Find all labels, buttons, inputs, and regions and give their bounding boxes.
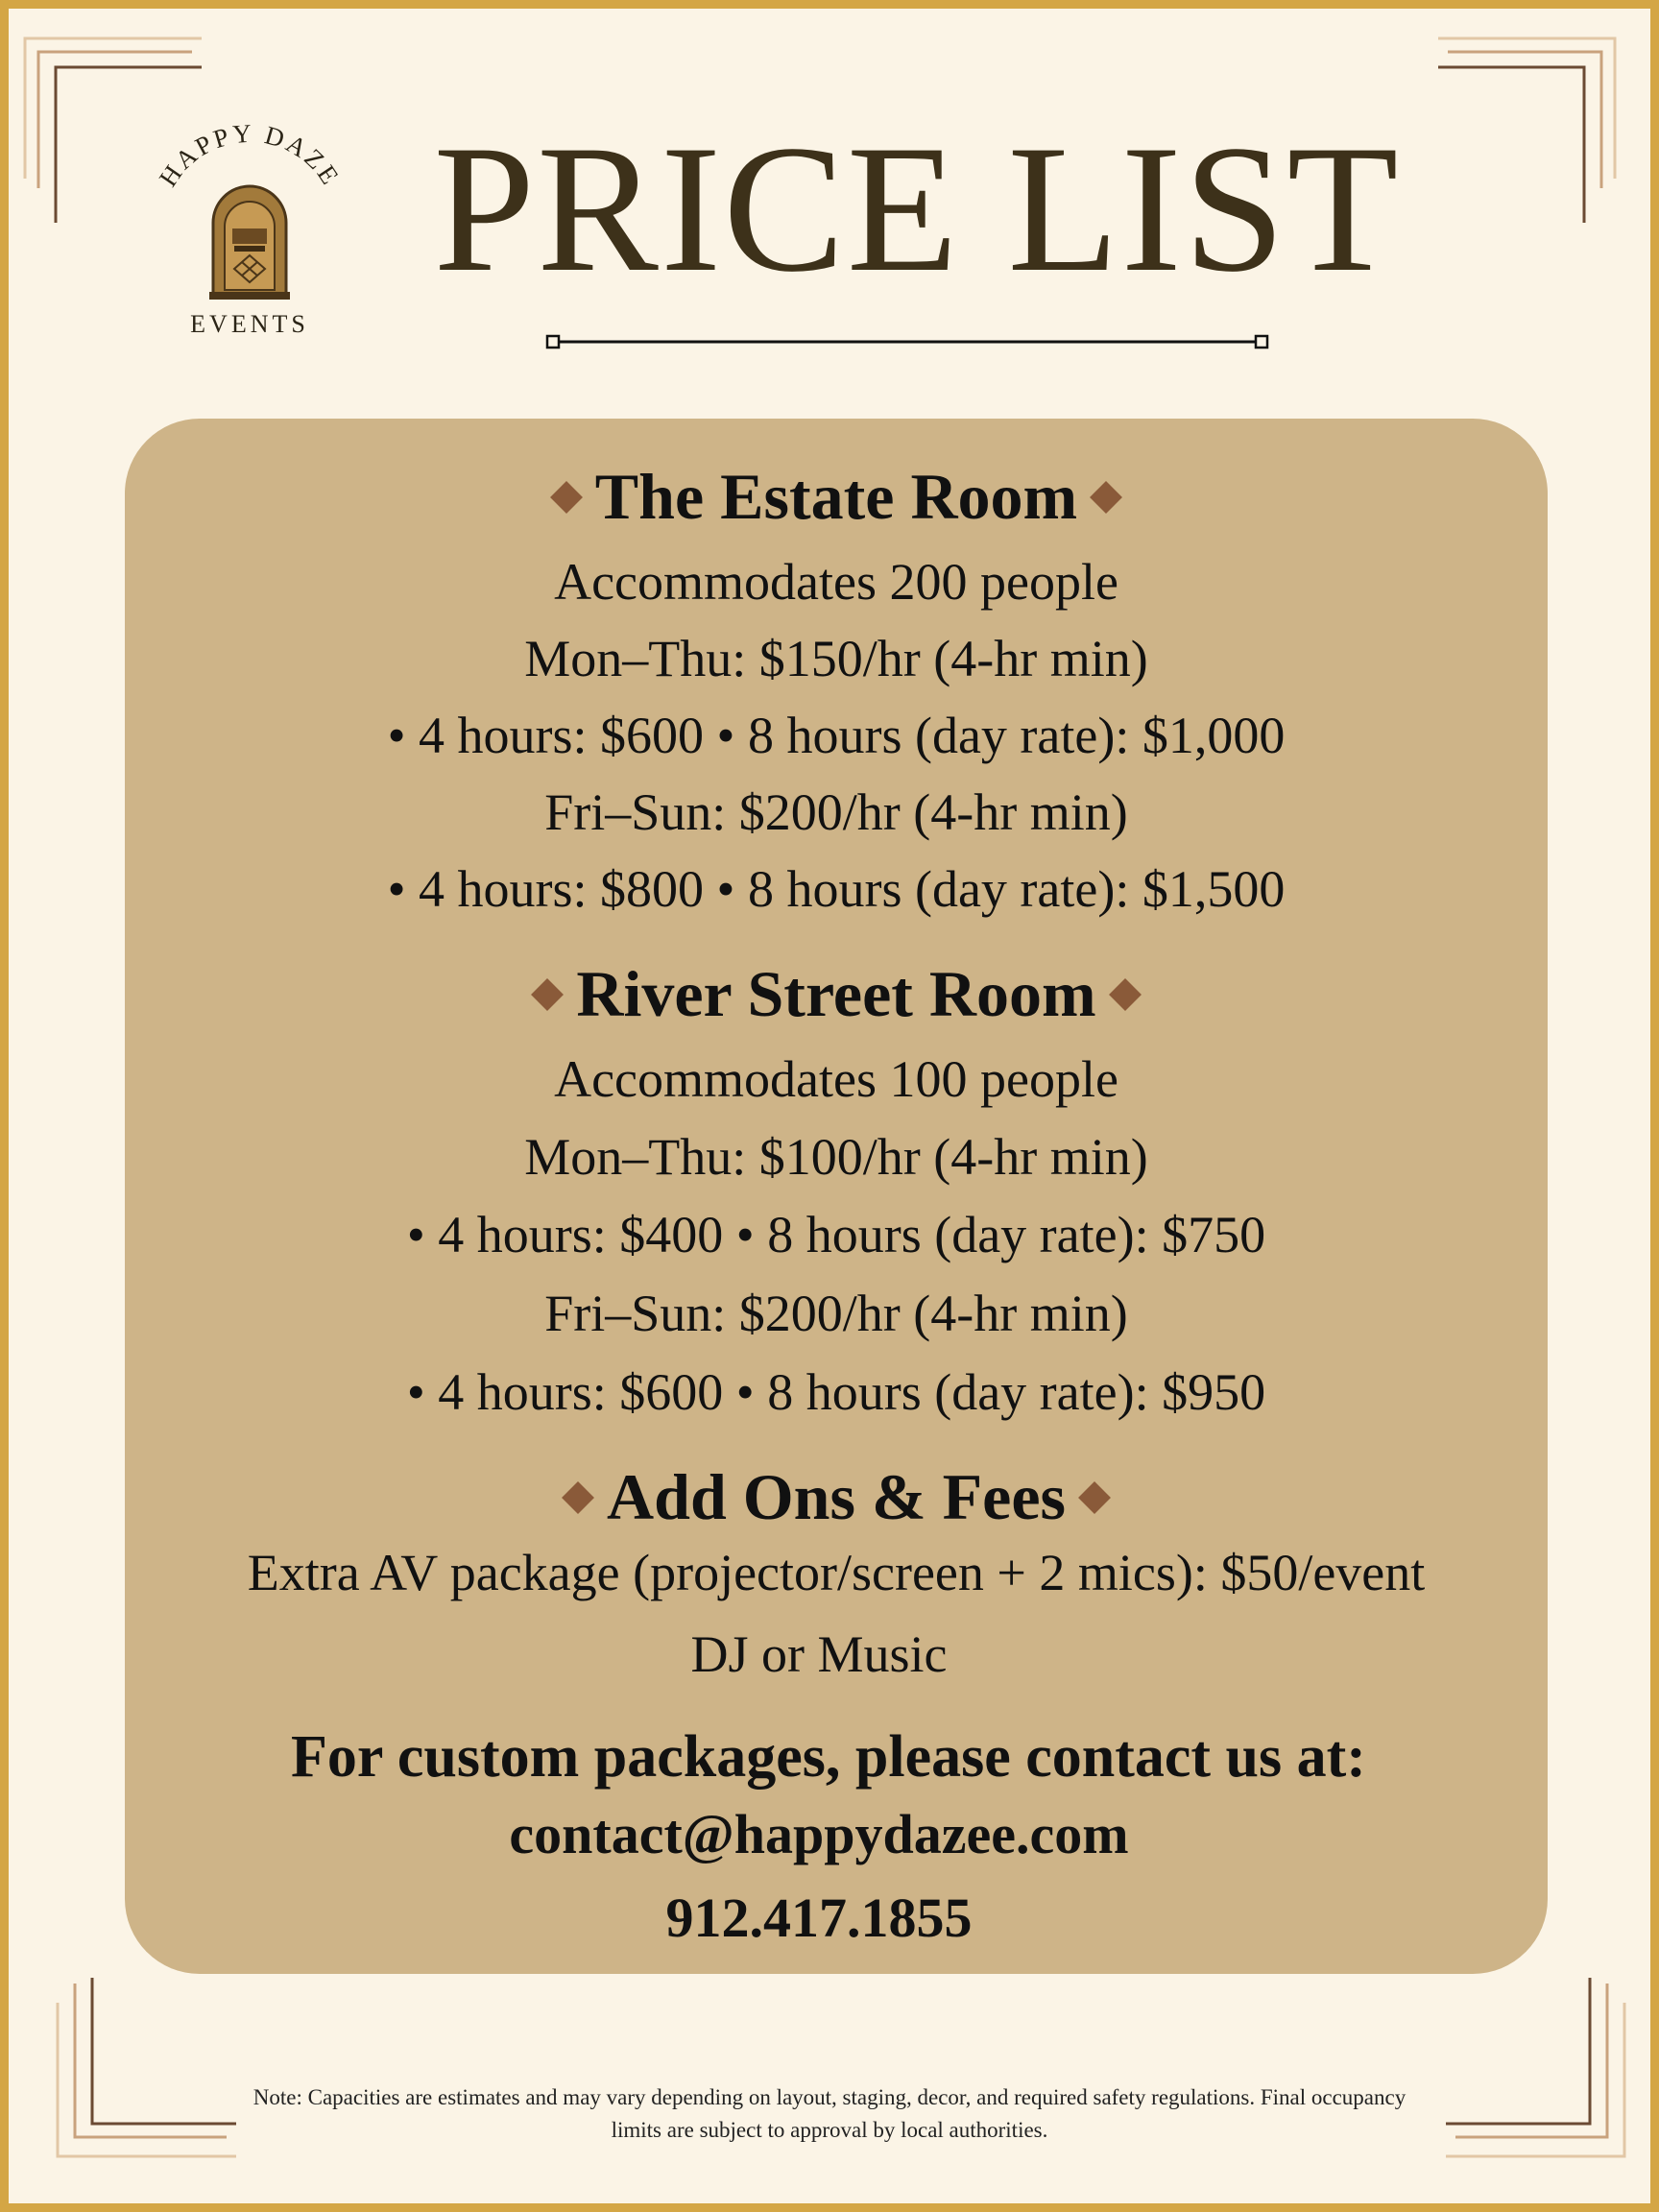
section-heading-estate-room: The Estate Room bbox=[125, 458, 1548, 535]
section-heading-add-ons: Add Ons & Fees bbox=[125, 1458, 1548, 1535]
section-heading-river-street-room: River Street Room bbox=[125, 955, 1548, 1032]
jukebox-icon bbox=[209, 186, 290, 300]
estate-weekend-packages: • 4 hours: $800 • 8 hours (day rate): $1,500 bbox=[387, 860, 1286, 918]
river-weekend-rate: Fri–Sun: $200/hr (4-hr min) bbox=[544, 1285, 1128, 1342]
river-capacity: Accommodates 100 people bbox=[554, 1050, 1118, 1108]
logo-top-text: HAPPY DAZE bbox=[153, 123, 347, 192]
corner-ornament-bottom-right bbox=[1436, 1974, 1628, 2166]
diamond-icon bbox=[1109, 978, 1142, 1011]
addon-dj-music: DJ or Music bbox=[690, 1625, 948, 1683]
footer-note: Note: Capacities are estimates and may vary depending on layout, staging, decor, and required safety regulations. Final occupancy limits are subject to approval by local authorities. bbox=[252, 2085, 1407, 2142]
diamond-icon bbox=[550, 481, 583, 514]
river-weekday-packages: • 4 hours: $400 • 8 hours (day rate): $750 bbox=[406, 1206, 1266, 1263]
river-weekend-packages: • 4 hours: $600 • 8 hours (day rate): $950 bbox=[406, 1363, 1266, 1421]
contact-heading: For custom packages, please contact us at: bbox=[291, 1724, 1366, 1790]
svg-text:HAPPY DAZE bbox=[154, 123, 347, 192]
diamond-icon bbox=[1078, 1481, 1111, 1514]
diamond-icon bbox=[562, 1481, 594, 1514]
diamond-icon bbox=[1090, 481, 1122, 514]
contact-phone[interactable]: 912.417.1855 bbox=[665, 1887, 973, 1949]
estate-weekday-packages: • 4 hours: $600 • 8 hours (day rate): $1,000 bbox=[387, 707, 1286, 764]
logo-bottom-text: EVENTS bbox=[190, 310, 309, 338]
page-title: PRICE LIST bbox=[433, 108, 1401, 310]
estate-capacity: Accommodates 200 people bbox=[554, 553, 1118, 611]
addon-av-package: Extra AV package (projector/screen + 2 mics): $50/event bbox=[247, 1544, 1426, 1601]
title-underline bbox=[542, 330, 1272, 353]
contact-email[interactable]: contact@happydazee.com bbox=[509, 1803, 1129, 1865]
diamond-icon bbox=[531, 978, 564, 1011]
estate-weekend-rate: Fri–Sun: $200/hr (4-hr min) bbox=[544, 783, 1128, 841]
corner-ornament-top-right bbox=[1429, 35, 1621, 227]
estate-weekday-rate: Mon–Thu: $150/hr (4-hr min) bbox=[524, 630, 1148, 687]
river-weekday-rate: Mon–Thu: $100/hr (4-hr min) bbox=[524, 1128, 1148, 1186]
happy-daze-logo bbox=[144, 123, 355, 344]
corner-ornament-bottom-left bbox=[54, 1974, 246, 2166]
